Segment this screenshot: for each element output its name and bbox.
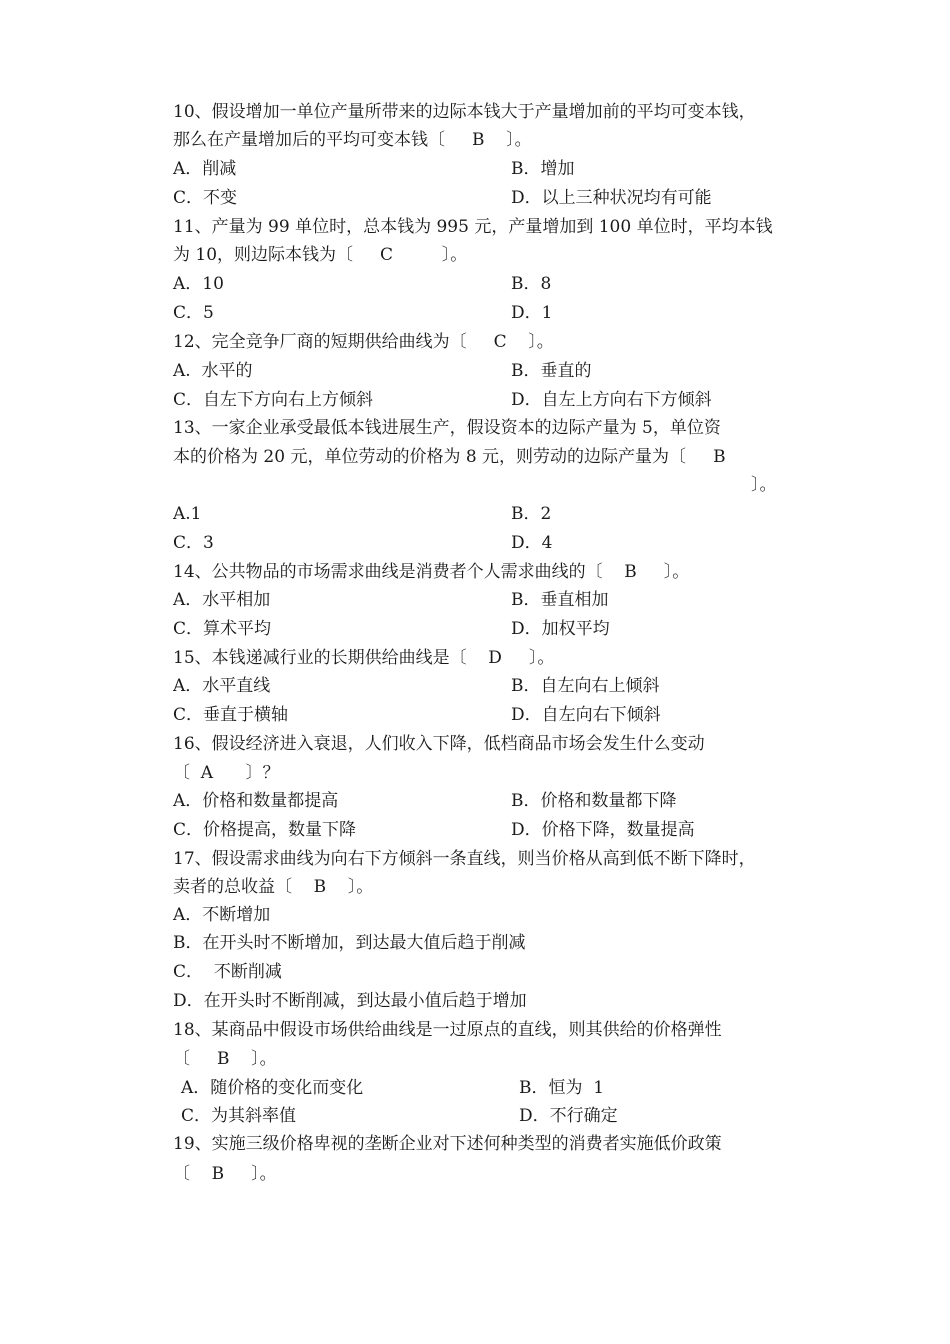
question-18-option-d: D．不行确定: [519, 1106, 618, 1126]
question-19-line-2: 〔 B 〕。: [173, 1164, 277, 1184]
question-15-option-c: C．垂直于横轴: [173, 705, 289, 725]
question-16-option-a: A．价格和数量都提高: [173, 791, 339, 811]
question-15-option-d: D．自左向右下倾斜: [511, 705, 661, 725]
question-16-option-d: D．价格下降，数量提高: [511, 820, 695, 840]
question-15-option-b: B．自左向右上倾斜: [511, 676, 660, 696]
question-13-line-1: 13、一家企业承受最低本钱进展生产，假设资本的边际产量为 5，单位资: [173, 418, 721, 438]
question-13-option-c: C．3: [173, 533, 214, 553]
question-10-option-d: D．以上三种状况均有可能: [511, 188, 712, 208]
question-10-option-c: C．不变: [173, 188, 238, 208]
question-13-line-2: 本的价格为 20 元，单位劳动的价格为 8 元，则劳动的边际产量为〔 B: [173, 447, 726, 467]
question-11-option-d: D．1: [511, 303, 553, 323]
question-13-option-d: D．4: [511, 533, 553, 553]
question-11-line-1: 11、产量为 99 单位时，总本钱为 995 元，产量增加到 100 单位时，平均本钱: [173, 217, 773, 237]
question-17-line-1: 17、假设需求曲线为向右下方倾斜一条直线，则当价格从高到低不断下降时，: [173, 849, 756, 869]
question-18-option-c: C．为其斜率值: [181, 1106, 297, 1126]
question-16-option-b: B．价格和数量都下降: [511, 791, 677, 811]
question-16-line-2: 〔 A 〕？: [173, 763, 280, 783]
question-15-option-a: A．水平直线: [173, 676, 271, 696]
question-13-option-b: B．2: [511, 504, 552, 524]
question-10-option-a: A．削减: [173, 159, 237, 179]
question-17-option-c: C． 不断削减: [173, 962, 282, 982]
question-14-line-1: 14、公共物品的市场需求曲线是消费者个人需求曲线的〔 B 〕。: [173, 562, 690, 582]
question-14-option-a: A．水平相加: [173, 590, 271, 610]
question-14-option-d: D．加权平均: [511, 619, 610, 639]
question-14-option-b: B．垂直相加: [511, 590, 609, 610]
question-11-line-2: 为 10，则边际本钱为〔 C 〕。: [173, 245, 468, 265]
question-17-option-a: A．不断增加: [173, 905, 271, 925]
question-19-line-1: 19、实施三级价格卑视的垄断企业对下述何种类型的消费者实施低价政策: [173, 1134, 722, 1154]
question-12-option-b: B．垂直的: [511, 361, 592, 381]
question-12-line-1: 12、完全竞争厂商的短期供给曲线为〔 C 〕。: [173, 332, 554, 352]
question-18-option-b: B．恒为 1: [519, 1078, 605, 1098]
question-12-option-d: D．自左上方向右下方倾斜: [511, 390, 712, 410]
question-18-line-1: 18、某商品中假设市场供给曲线是一过原点的直线，则其供给的价格弹性: [173, 1020, 722, 1040]
question-17-option-b: B．在开头时不断增加，到达最大值后趋于削减: [173, 933, 526, 953]
question-10-line-2: 那么在产量增加后的平均可变本钱〔 B 〕。: [173, 130, 532, 150]
question-11-option-a: A．10: [173, 274, 224, 294]
question-18-line-2: 〔 B 〕。: [173, 1049, 277, 1069]
question-14-option-c: C．算术平均: [173, 619, 272, 639]
question-10-line-1: 10、假设增加一单位产量所带来的边际本钱大于产量增加前的平均可变本钱，: [173, 102, 756, 122]
question-17-option-d: D．在开头时不断削减，到达最小值后趋于增加: [173, 991, 527, 1011]
question-13-option-a: A.1: [173, 504, 202, 524]
question-11-option-c: C．5: [173, 303, 214, 323]
question-18-option-a: A．随价格的变化而变化: [181, 1078, 364, 1098]
question-15-line-1: 15、本钱递减行业的长期供给曲线是〔 D 〕。: [173, 648, 555, 668]
question-17-line-2: 卖者的总收益〔 B 〕。: [173, 877, 374, 897]
question-12-option-a: A. 水平的: [173, 361, 253, 381]
question-12-option-c: C．自左下方向右上方倾斜: [173, 390, 374, 410]
question-13-line-3: 〕。: [751, 475, 777, 495]
question-16-option-c: C．价格提高，数量下降: [173, 820, 357, 840]
question-10-option-b: B．增加: [511, 159, 575, 179]
question-16-line-1: 16、假设经济进入衰退，人们收入下降，低档商品市场会发生什么变动: [173, 734, 705, 754]
question-11-option-b: B．8: [511, 274, 552, 294]
